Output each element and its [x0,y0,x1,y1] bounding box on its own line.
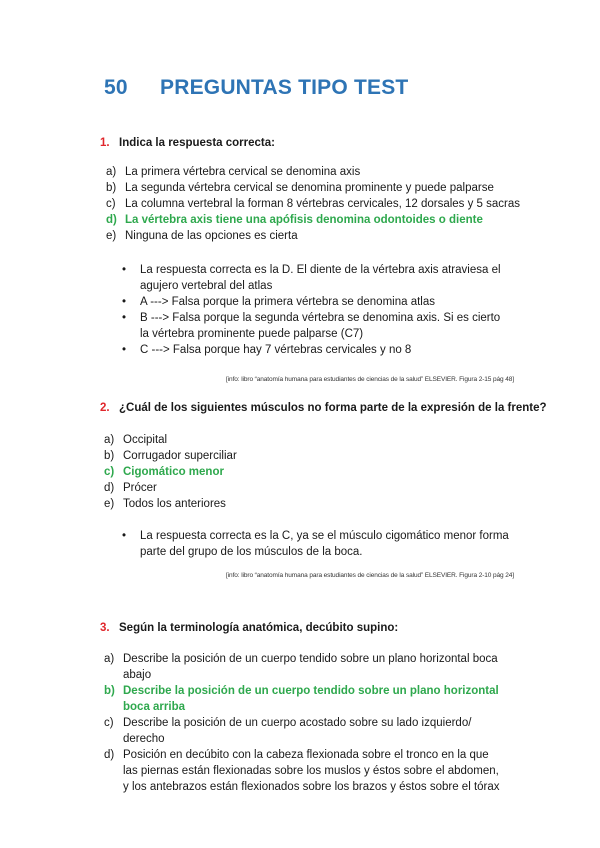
page-title [104,76,408,100]
option-e: e) Todos los anteriores [104,498,226,510]
explanation-list [120,528,520,560]
question-number: 1. [100,137,110,149]
question-text: Según la terminología anatómica, decúbito supino: [119,622,399,634]
answer-options [104,432,544,512]
explanation-item: • A ---> Falsa porque la primera vértebra se denomina atlas [120,294,510,310]
explanation-item: • C ---> Falsa porque hay 7 vértebras cervicales y no 8 [120,342,510,358]
source-citation: [info: libro “anatomía humana para estudiantes de ciencias de la salud” ELSEVIER. Figura 2-15 pág 48] [226,376,514,383]
explanation-item: • La respuesta correcta es la D. El diente de la vértebra axis atraviesa el agujero vertebral del atlas [120,262,510,294]
answer-options [106,164,546,244]
option-c: c) La columna vertebral la forman 8 vértebras cervicales, 12 dorsales y 5 sacras [106,198,521,210]
title-number: 50 [104,76,128,99]
title-text: PREGUNTAS TIPO TEST [160,76,409,99]
question-2 [100,402,547,414]
question-1 [100,137,275,149]
question-text: Indica la respuesta correcta: [119,137,275,149]
option-d: d) Posición en decúbito con la cabeza flexionada sobre el tronco en la que las piernas están flexionadas sobre los muslos y éstos sobre el abdomen, y los antebrazos están flexionados sobre los brazos y éstos sobre el tórax [104,749,500,793]
source-citation: [info: libro “anatomía humana para estudiantes de ciencias de la salud” ELSEVIER. Figura 2-10 pág 24] [226,572,514,579]
question-number: 3. [100,622,110,634]
option-a: a) La primera vértebra cervical se denomina axis [106,166,361,178]
option-b-correct: b) Describe la posición de un cuerpo tendido sobre un plano horizontal boca arriba [104,685,499,713]
option-c-correct: c) Cigomático menor [104,466,224,478]
explanation-item: • B ---> Falsa porque la segunda vértebra se denomina axis. Si es cierto la vértebra prominente puede palparse (C7) [120,310,510,342]
option-a: a) Describe la posición de un cuerpo tendido sobre un plano horizontal boca abajo [104,653,498,681]
question-text: ¿Cuál de los siguientes músculos no forma parte de la expresión de la frente? [119,402,547,414]
option-b: b) Corrugador superciliar [104,450,237,462]
answer-options [104,651,500,795]
option-e: e) Ninguna de las opciones es cierta [106,230,298,242]
explanation-list [120,262,510,358]
option-b: b) La segunda vértebra cervical se denomina prominente y puede palparse [106,182,494,194]
option-c: c) Describe la posición de un cuerpo acostado sobre su lado izquierdo/ derecho [104,717,472,745]
explanation-item: • La respuesta correcta es la C, ya se el músculo cigomático menor forma parte del grupo de los músculos de la boca. [120,528,520,560]
option-a: a) Occipital [104,434,168,446]
option-d: d) Prócer [104,482,157,494]
option-d-correct: d) La vértebra axis tiene una apófisis denomina odontoides o diente [106,214,483,226]
question-3 [100,622,398,634]
question-number: 2. [100,402,110,414]
